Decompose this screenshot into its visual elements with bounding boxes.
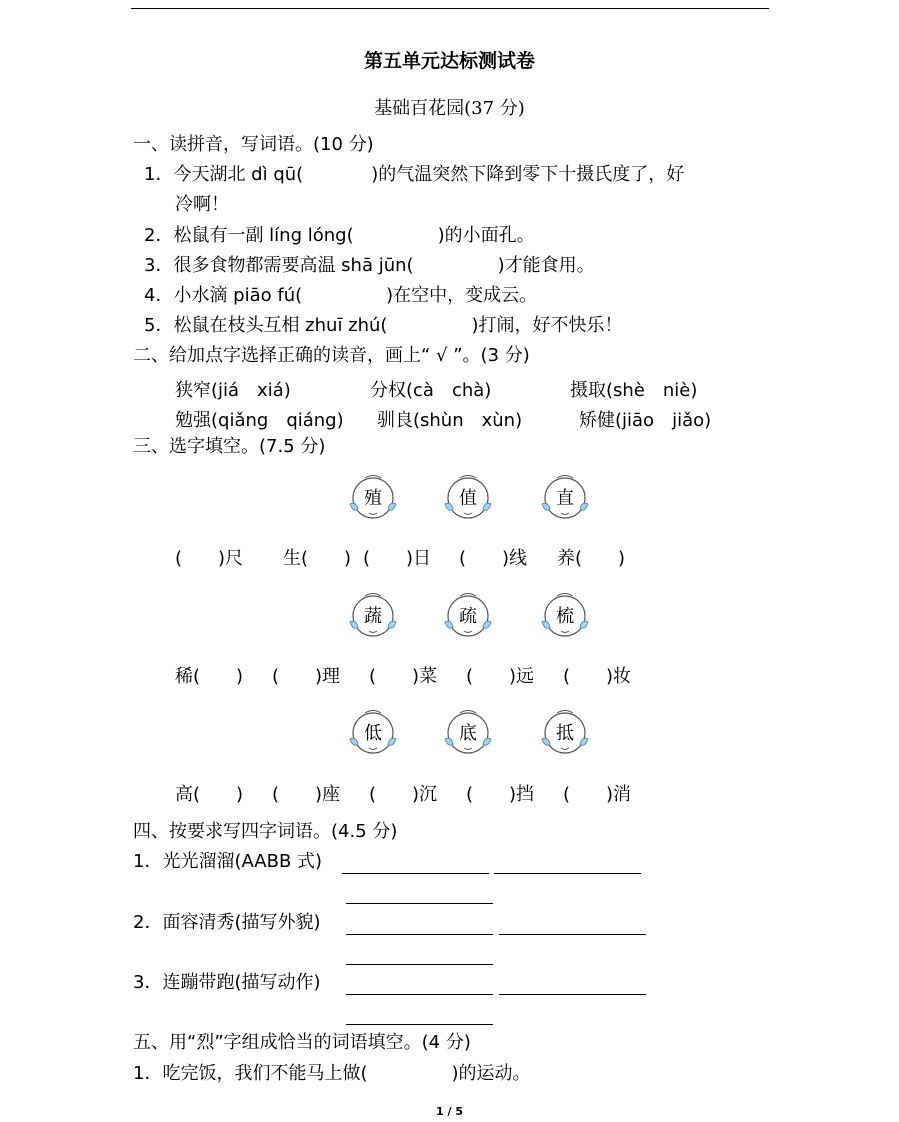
char-seal-2-1 xyxy=(348,590,398,642)
s5-item1-before: 吃完饭，我们不能马上做( xyxy=(162,1063,368,1084)
s1-item2 xyxy=(144,224,535,248)
s1-item3 xyxy=(144,254,595,278)
seal-char: 蔬 xyxy=(364,606,382,627)
s3-fill-row-1 xyxy=(175,544,625,570)
s3-fill-2-5[interactable]: ( )妆 xyxy=(563,666,632,687)
s4-item3-answer-line-1[interactable] xyxy=(346,974,493,995)
s4-item1-answer-line-2[interactable] xyxy=(494,853,641,874)
seal-char: 低 xyxy=(364,723,382,744)
char-seal-3-1 xyxy=(348,707,398,759)
seal-char: 抵 xyxy=(556,723,574,744)
s2-option-1-2[interactable]: 分权(cà chà) xyxy=(370,380,492,401)
s5-item1 xyxy=(133,1062,531,1086)
page-subtitle: 基础百花园(37 分) xyxy=(374,98,525,119)
s1-item2-num: 2． xyxy=(144,225,174,246)
s4-item3-num: 3． xyxy=(133,972,163,993)
s1-item5-before: 松鼠在枝头互相 zhuī zhú( xyxy=(173,315,388,336)
s1-item3-after: )才能食用。 xyxy=(497,255,595,276)
s4-item3 xyxy=(133,971,321,995)
s3-fill-1-2[interactable]: 生( ) xyxy=(283,548,352,569)
s4-item1-answer-line-1[interactable] xyxy=(342,853,489,874)
section5-heading: 五、用“烈”字组成恰当的词语填空。(4 分) xyxy=(133,1032,471,1053)
seal-char: 疏 xyxy=(459,606,477,627)
s4-item1-text: 光光溜溜(AABB 式) xyxy=(162,851,323,872)
s3-fill-1-3[interactable]: ( )日 xyxy=(363,548,432,569)
char-seal-3-2 xyxy=(443,707,493,759)
s4-item2-num: 2． xyxy=(133,912,163,933)
char-seal-1-2 xyxy=(443,472,493,524)
seal-char: 值 xyxy=(459,488,477,509)
section1-heading: 一、读拼音，写词语。(10 分) xyxy=(133,134,374,155)
s1-item1-after: )的气温突然下降到零下十摄氏度了，好 xyxy=(371,164,685,185)
seal-char: 底 xyxy=(459,723,477,744)
top-rule xyxy=(131,8,769,9)
s3-fill-2-4[interactable]: ( )远 xyxy=(466,666,535,687)
s3-fill-3-1[interactable]: 高( ) xyxy=(175,784,244,805)
section4-heading: 四、按要求写四字词语。(4.5 分) xyxy=(133,821,398,842)
s3-fill-2-1[interactable]: 稀( ) xyxy=(175,666,244,687)
s1-item3-before: 很多食物都需要高温 shā jūn( xyxy=(173,255,414,276)
s2-option-2-1[interactable]: 勉强(qiǎng qiáng) xyxy=(175,410,344,431)
s4-item2-answer-line-1[interactable] xyxy=(346,914,493,935)
s1-item4-after: )在空中，变成云。 xyxy=(386,285,538,306)
s3-fill-3-3[interactable]: ( )沉 xyxy=(369,784,438,805)
s1-item4-before: 小水滴 piāo fú( xyxy=(173,285,303,306)
s1-item1 xyxy=(144,163,684,187)
s4-item2-answer-line-2[interactable] xyxy=(499,914,646,935)
s3-fill-3-5[interactable]: ( )消 xyxy=(563,784,632,805)
page-title: 第五单元达标测试卷 xyxy=(363,50,535,72)
s3-fill-2-3[interactable]: ( )菜 xyxy=(369,666,438,687)
s2-option-2-2[interactable]: 驯良(shùn xùn) xyxy=(377,410,523,431)
s1-item5 xyxy=(144,314,622,338)
s5-item1-after: )的运动。 xyxy=(451,1063,531,1084)
s3-fill-2-2[interactable]: ( )理 xyxy=(272,666,341,687)
s1-item3-num: 3． xyxy=(144,255,174,276)
char-seal-1-3 xyxy=(540,472,590,524)
s4-item2-answer-line-3[interactable] xyxy=(346,944,493,965)
s1-item1-num: 1． xyxy=(144,164,174,185)
s4-item2-text: 面容清秀(描写外貌) xyxy=(162,912,321,933)
s1-item4 xyxy=(144,284,537,308)
s4-item3-answer-line-2[interactable] xyxy=(499,974,646,995)
s1-item1-cont: 冷啊！ xyxy=(175,194,229,215)
s3-fill-1-5[interactable]: 养( ) xyxy=(557,548,626,569)
s4-item3-answer-line-3[interactable] xyxy=(346,1004,493,1025)
s3-fill-3-4[interactable]: ( )挡 xyxy=(466,784,535,805)
seal-char: 梳 xyxy=(556,606,574,627)
s4-item2 xyxy=(133,911,321,935)
section3-heading: 三、选字填空。(7.5 分) xyxy=(133,436,326,457)
char-seal-1-1 xyxy=(348,472,398,524)
s1-item1-before: 今天湖北 dì qū( xyxy=(173,164,304,185)
s3-fill-row-2 xyxy=(175,662,631,688)
s2-option-1-3[interactable]: 摄取(shè niè) xyxy=(570,380,698,401)
s3-fill-3-2[interactable]: ( )座 xyxy=(272,784,341,805)
seal-char: 直 xyxy=(556,488,574,509)
s1-item4-num: 4． xyxy=(144,285,174,306)
char-seal-3-3 xyxy=(540,707,590,759)
s1-item5-after: )打闹，好不快乐！ xyxy=(471,315,623,336)
s5-item1-num: 1． xyxy=(133,1063,163,1084)
s3-fill-1-4[interactable]: ( )线 xyxy=(459,548,528,569)
s4-item1-answer-line-3[interactable] xyxy=(346,883,493,904)
s3-fill-1-1[interactable]: ( )尺 xyxy=(175,548,244,569)
s2-option-2-3[interactable]: 矫健(jiāo jiǎo) xyxy=(579,410,712,431)
s4-item3-text: 连蹦带跑(描写动作) xyxy=(162,972,321,993)
s1-item5-num: 5． xyxy=(144,315,174,336)
seal-char: 殖 xyxy=(364,488,382,509)
char-seal-2-2 xyxy=(443,590,493,642)
char-seal-2-3 xyxy=(540,590,590,642)
s2-option-1-1[interactable]: 狭窄(jiá xiá) xyxy=(175,380,291,401)
s3-fill-row-3 xyxy=(175,780,631,806)
section2-heading: 二、给加点字选择正确的读音，画上“ √ ”。(3 分) xyxy=(133,345,530,366)
s4-item1-num: 1． xyxy=(133,851,163,872)
s4-item1 xyxy=(133,850,322,874)
page-number: 1 / 5 xyxy=(436,1105,463,1118)
s1-item2-before: 松鼠有一副 líng lóng( xyxy=(173,225,354,246)
s1-item2-after: )的小面孔。 xyxy=(437,225,535,246)
